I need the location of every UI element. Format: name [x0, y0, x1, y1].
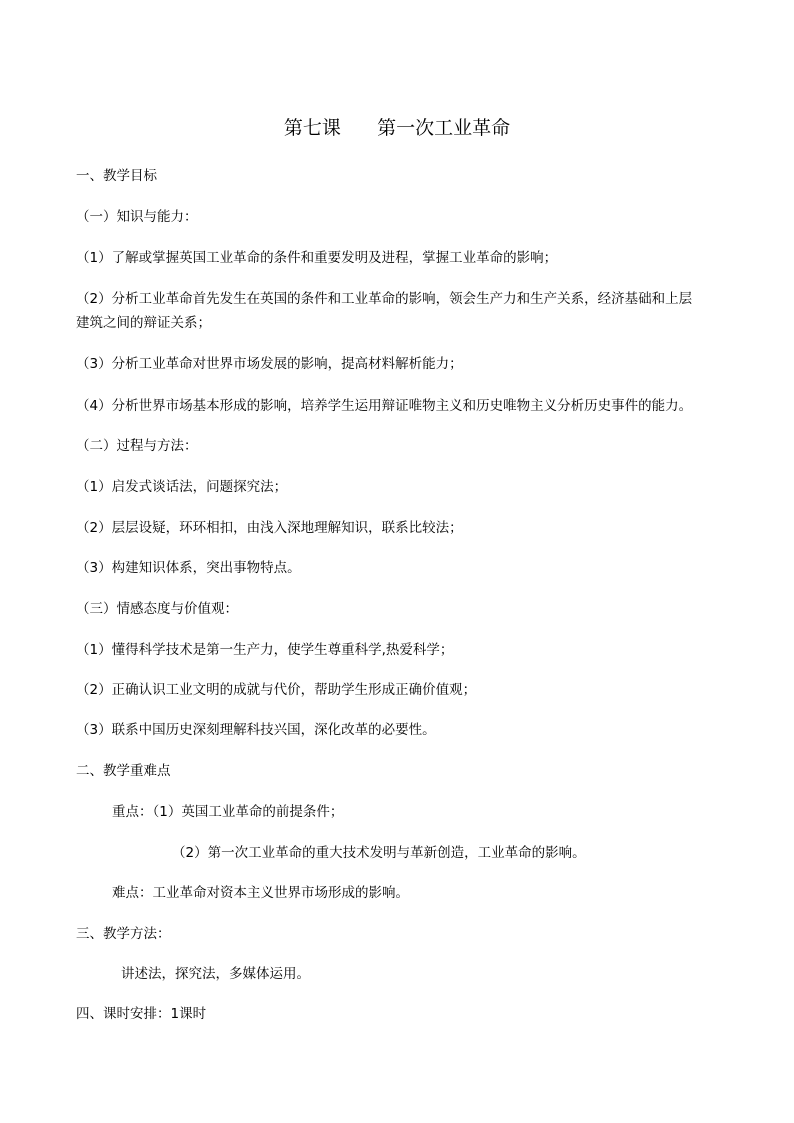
knowledge-item-1: （1）了解或掌握英国工业革命的条件和重要发明及进程，掌握工业革命的影响；: [76, 250, 558, 266]
subsection-heading-knowledge-ability: （一）知识与能力：: [76, 209, 198, 225]
values-item-3: （3）联系中国历史深刻理解科技兴国，深化改革的必要性。: [76, 722, 436, 738]
values-item-1: （1）懂得科学技术是第一生产力，使学生尊重科学,热爱科学；: [76, 642, 454, 658]
key-point-2: （2）第一次工业革命的重大技术发明与革新创造，工业革命的影响。: [172, 845, 586, 861]
method-item-2: （2）层层设疑，环环相扣，由浅入深地理解知识，联系比较法；: [76, 520, 463, 536]
lesson-title: 第七课 第一次工业革命: [283, 117, 511, 139]
knowledge-item-3: （3）分析工业革命对世界市场发展的影响，提高材料解析能力；: [76, 356, 463, 372]
method-item-3: （3）构建知识体系，突出事物特点。: [76, 560, 301, 576]
subsection-heading-process-method: （二）过程与方法：: [76, 438, 198, 454]
subsection-heading-attitude-values: （三）情感态度与价值观：: [76, 601, 238, 617]
knowledge-item-2-line-1: （2）分析工业革命首先发生在英国的条件和工业革命的影响，领会生产力和生产关系，经济基础和上层: [76, 291, 693, 307]
section-heading-teaching-goals: 一、教学目标: [76, 168, 157, 184]
section-heading-schedule: 四、课时安排：1课时: [76, 1006, 207, 1022]
key-point-1: 重点：（1）英国工业革命的前提条件；: [112, 804, 344, 820]
section-heading-teaching-methods: 三、教学方法：: [76, 926, 171, 942]
section-heading-key-difficult-points: 二、教学重难点: [76, 763, 171, 779]
values-item-2: （2）正确认识工业文明的成就与代价，帮助学生形成正确价值观；: [76, 682, 477, 698]
method-item-1: （1）启发式谈话法，问题探究法；: [76, 479, 288, 495]
knowledge-item-2-line-2: 建筑之间的辩证关系；: [76, 315, 211, 331]
knowledge-item-4: （4）分析世界市场基本形成的影响，培养学生运用辩证唯物主义和历史唯物主义分析历史事件的能力。: [76, 398, 693, 414]
teaching-methods-text: 讲述法，探究法，多媒体运用。: [121, 966, 310, 982]
difficult-point: 难点：工业革命对资本主义世界市场形成的影响。: [112, 885, 409, 901]
